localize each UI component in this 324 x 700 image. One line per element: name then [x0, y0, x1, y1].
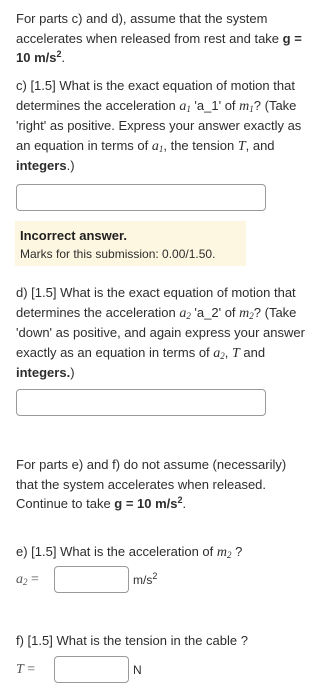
- answer-f-input[interactable]: [54, 656, 129, 683]
- answer-e-label: $a_2$ =: [16, 572, 39, 587]
- answer-e-unit: $m/s^2$: [133, 570, 158, 587]
- feedback-marks: Marks for this submission: 0.00/1.50.: [20, 247, 216, 261]
- answer-d-input[interactable]: [16, 389, 266, 416]
- answer-e-input[interactable]: [54, 566, 129, 593]
- question-d-text: d) [1.5] What is the exact equation of motion that determines the acceleration $a_2$ 'a_2' of $m_2$? (Take 'down' as positive, and again express your answer exactly as an equation in terms of $a_2$, T and integers.): [16, 285, 305, 380]
- feedback-title: Incorrect answer.: [20, 228, 127, 243]
- intro2-text: For parts e) and f) do not assume (necessarily) that the system accelerates when released. Continue to take g = 10 $m/s^2$.: [16, 457, 287, 511]
- feedback-panel: [15, 221, 246, 266]
- question-f-text: f) [1.5] What is the tension in the cable ?: [16, 633, 248, 648]
- answer-c-input[interactable]: [16, 184, 266, 211]
- answer-f-label: T =: [16, 662, 36, 677]
- answer-e-row: [16, 566, 157, 593]
- question-c-text: c) [1.5] What is the exact equation of motion that determines the acceleration $a_1$ 'a_1' of $m_1$? (Take 'right' as positive. Express your answer exactly as an equation in terms of $a_1$, the tension T, and integers.): [16, 78, 302, 173]
- answer-f-unit: N: [133, 662, 142, 677]
- answer-f-row: [16, 656, 142, 683]
- question-e-text: e) [1.5] What is the acceleration of $m_2$ ?: [16, 544, 243, 560]
- intro-text: For parts c) and d), assume that the system accelerates when released from rest and take g = 10 $m/s^2$.: [16, 11, 302, 65]
